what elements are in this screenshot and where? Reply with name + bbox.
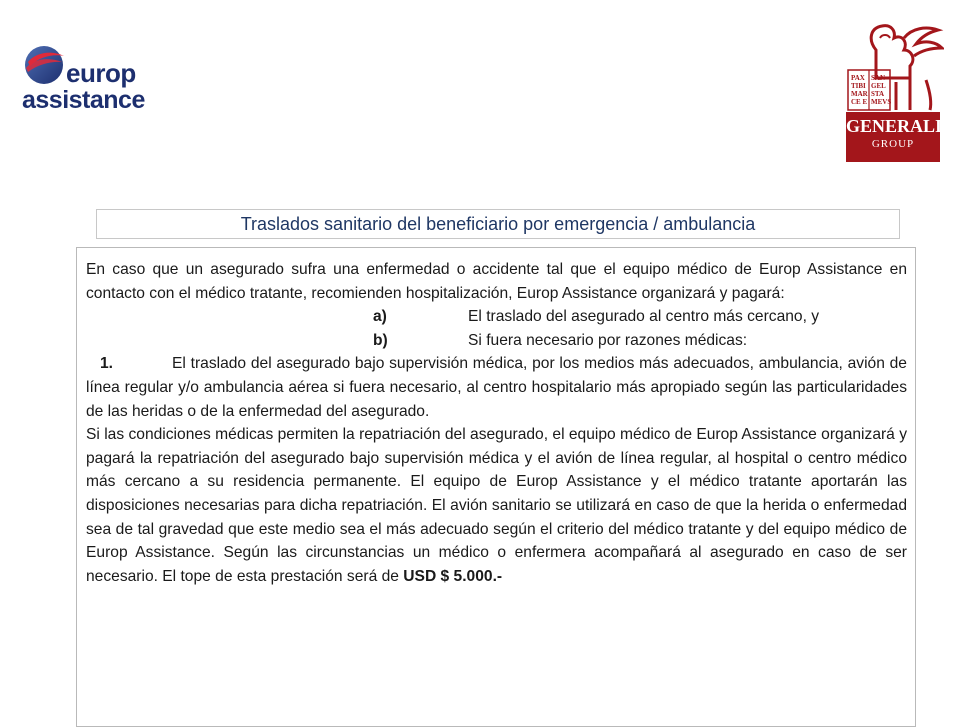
section-title-box xyxy=(96,209,900,239)
intro-paragraph: En caso que un asegurado sufra una enfermedad o accidente tal que el equipo médico de Europ Assistance en contacto con el médico tratante, recomienden hospitalización, Europ Assistance organizará y pagará: xyxy=(86,261,907,302)
book-left-text: PAX TIBI MAR CE E xyxy=(851,74,868,106)
repatriation-text: Si las condiciones médicas permiten la repatriación del asegurado, el equipo médico de Europ Assistance organizará y pagará la repatriación del asegurado bajo supervisión médica y el avión de línea regular, al hospital o centro médico más cercano a su residencia permanente. El equipo de Europ Assistance y el médico tratante aportarán las disposiciones necesarias para dicha repatriación. El avión sanitario se utilizará en caso de que la herida o enfermedad sea de tal gravedad que este medio sea el más adecuado según el criterio del médico tratante y del equipo médico de Europ Assistance. Según las circunstancias un médico o enfermera acompañará al asegurado en caso de ser necesario. El tope de esta prestación será de xyxy=(86,426,907,585)
list-marker-b: b) xyxy=(373,331,388,349)
book-right-text: SAN GEL STA MEVS xyxy=(871,74,892,106)
numbered-marker-1: 1. xyxy=(100,355,114,373)
brand-group: GROUP xyxy=(871,138,915,150)
list-text-b: Si fuera necesario por razones médicas: xyxy=(468,331,748,349)
list-text-a: El traslado del asegurado al centro más cercano, y xyxy=(468,308,820,326)
europ-assistance-logo xyxy=(22,42,145,114)
repatriation-paragraph xyxy=(86,423,907,588)
brand-assistance: assistance xyxy=(22,86,145,114)
generali-logo xyxy=(846,20,944,150)
section-title: Traslados sanitario del beneficiario por emergencia / ambulancia xyxy=(240,214,756,234)
brand-europ: europ xyxy=(66,58,136,88)
list-marker-a: a) xyxy=(373,308,387,326)
list-item-a xyxy=(86,305,907,329)
list-item-b xyxy=(86,329,907,353)
numbered-item-1 xyxy=(86,352,907,423)
brand-generali: GENERALI xyxy=(846,116,943,136)
content-box xyxy=(76,247,916,727)
numbered-text-1: El traslado del asegurado bajo supervisión médica, por los medios más adecuados, ambulancia, avión de línea regular y/o ambulancia aérea si fuera necesario, al centro hospitalario más apropiado según las particularidades de las heridas o de la enfermedad del asegurado. xyxy=(86,355,907,420)
globe-icon xyxy=(22,42,72,88)
coverage-amount: USD $ 5.000.- xyxy=(403,567,503,585)
